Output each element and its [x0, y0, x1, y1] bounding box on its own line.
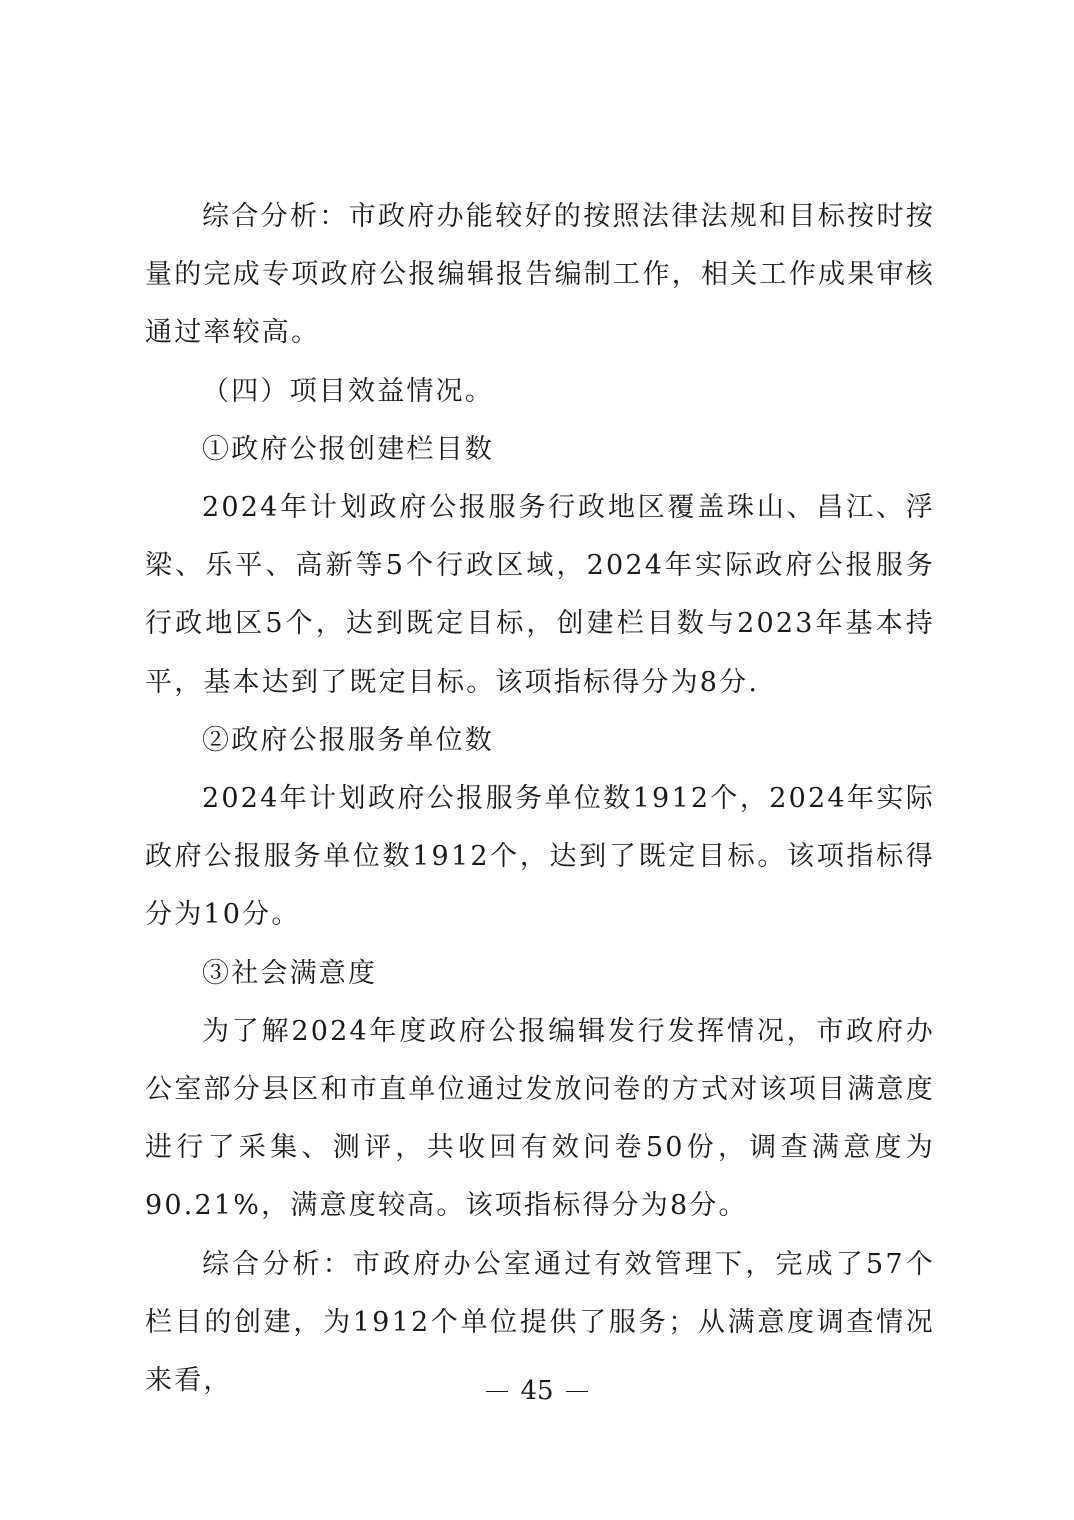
- right-dash: [566, 1391, 588, 1392]
- paragraph-social-satisfaction: 为了解2024年度政府公报编辑发行发挥情况，市政府办公室部分县区和市直单位通过发放问卷的方式对该项目满意度进行了采集、测评，共收回有效问卷50份，调查满意度为90.21%，满意度较高。该项指标得分为8分。: [145, 1015, 935, 1222]
- left-dash: [486, 1391, 508, 1392]
- body-text: [145, 188, 935, 1410]
- subheading-columns-created: ①政府公报创建栏目数: [202, 433, 494, 465]
- page-number: 45: [520, 1376, 554, 1406]
- page-footer: [0, 1372, 1074, 1409]
- paragraph-columns-created: 2024年计划政府公报服务行政地区覆盖珠山、昌江、浮梁、乐平、高新等5个行政区域，2024年实际政府公报服务行政地区5个，达到既定目标，创建栏目数与2023年基本持平，基本达到了既定目标。该项指标得分为8分.: [145, 492, 935, 698]
- paragraph-overall-analysis: 综合分析：市政府办公室通过有效管理下，完成了57个栏目的创建，为1912个单位提供了服务；从满意度调查情况来看，: [145, 1248, 935, 1397]
- subheading-service-units: ②政府公报服务单位数: [202, 724, 494, 756]
- subheading-social-satisfaction: ③社会满意度: [202, 957, 378, 989]
- section-heading-project-benefits: （四）项目效益情况。: [202, 375, 494, 407]
- paragraph-service-units: 2024年计划政府公报服务单位数1912个，2024年实际政府公报服务单位数1912个，达到了既定目标。该项指标得分为10分。: [145, 783, 935, 931]
- paragraph-analysis-summary: 综合分析：市政府办能较好的按照法律法规和目标按时按量的完成专项政府公报编辑报告编制工作，相关工作成果审核通过率较高。: [145, 201, 935, 349]
